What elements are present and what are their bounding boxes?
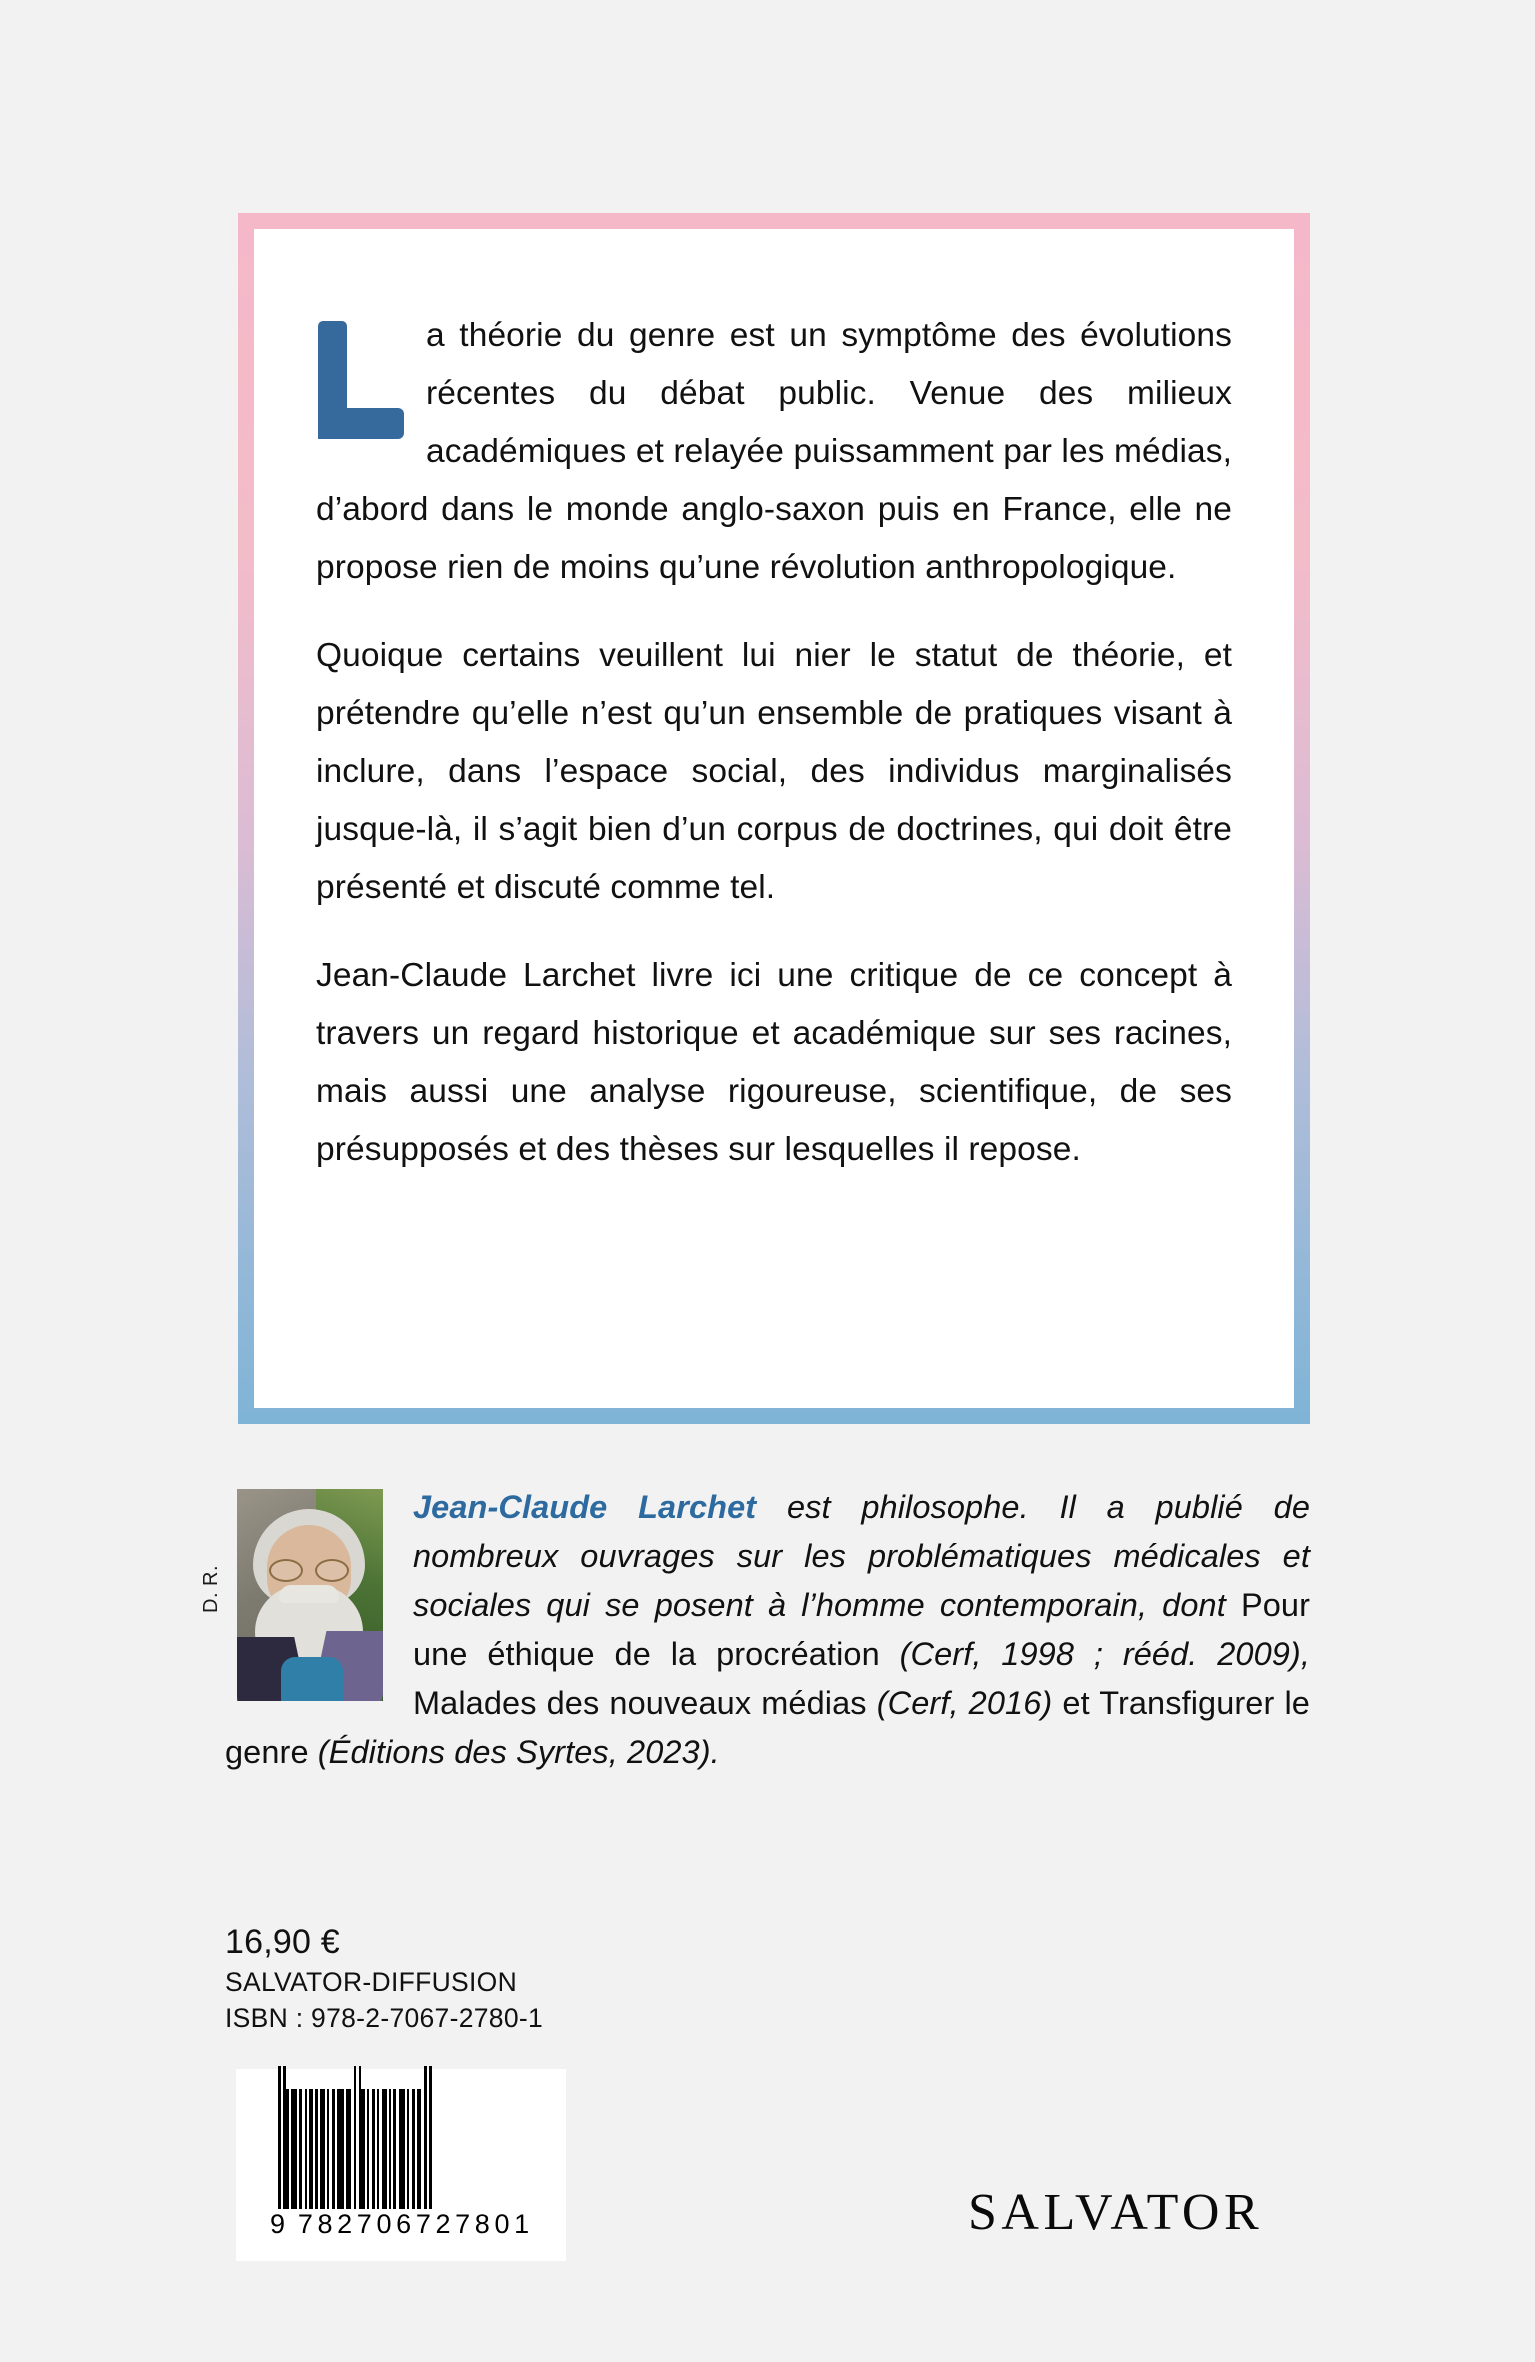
portrait-glasses xyxy=(267,1559,351,1579)
dropcap-foot xyxy=(318,408,404,439)
bio-intro-text: est philosophe. Il a publié de nombreux ouvrages sur les problématiques médicales et sociales qui se posent à l’homme contemporain, dont xyxy=(413,1489,1310,1623)
blurb-paragraph-1-text: a théorie du genre est un symptôme des évolutions récentes du débat public. Venue des milieux académiques et relayée puissamment par les médias, d’abord dans le monde anglo-saxon puis en France, elle ne propose rien de moins qu’une révolution anthropologique. xyxy=(316,317,1232,586)
publisher-logo: SALVATOR xyxy=(968,2184,1264,2241)
barcode-bars xyxy=(278,2089,432,2209)
author-bio-section xyxy=(200,1483,1310,1777)
author-portrait-photo xyxy=(237,1489,383,1701)
imprint-block xyxy=(225,1920,543,2036)
bio-work-title-3: Transfigurer le genre xyxy=(225,1685,1310,1770)
barcode-left-group: 7 8 2 7 0 6 xyxy=(297,2209,413,2239)
blurb-inner-panel xyxy=(254,229,1294,1408)
author-name: Jean-Claude Larchet xyxy=(413,1489,757,1525)
author-bio-text xyxy=(225,1483,1310,1777)
photo-credit-label: D. R. xyxy=(200,1564,222,1613)
portrait-shirt xyxy=(281,1657,343,1701)
bio-work-title-1: Pour une éthique de la procréation xyxy=(413,1587,1310,1672)
isbn-label: ISBN : 978-2-7067-2780-1 xyxy=(225,2003,544,2033)
dropcap-letter-l xyxy=(318,321,404,439)
barcode xyxy=(236,2069,566,2261)
blurb-box xyxy=(238,213,1310,1424)
blurb-paragraph-1 xyxy=(316,307,1232,597)
bio-connector: et xyxy=(1062,1685,1100,1721)
barcode-lead-digit: 9 xyxy=(270,2209,287,2239)
publisher-distributor-label: SALVATOR-DIFFUSION xyxy=(225,1967,518,1997)
barcode-digits xyxy=(270,2209,532,2240)
bio-work-ref-2: (Cerf, 2016) xyxy=(866,1685,1063,1721)
bio-work-ref-1: (Cerf, 1998 ; rééd. 2009), xyxy=(879,1636,1310,1672)
price-label: 16,90 € xyxy=(225,1923,340,1961)
blurb-paragraph-2: Quoique certains veuillent lui nier le statut de théorie, et prétendre qu’elle n’est qu’un ensemble de pratiques visant à inclure, dans l’espace social, des individus marginalisés jusque-là, il s’agit bien d’un corpus de doctrines, qui doit être présenté et discuté comme tel. xyxy=(316,637,1232,906)
bio-work-ref-3: (Éditions des Syrtes, 2023). xyxy=(308,1734,720,1770)
blurb-paragraph-3: Jean-Claude Larchet livre ici une critique de ce concept à travers un regard historique et académique sur ses racines, mais aussi une analyse rigoureuse, scientifique, de ses présupposés et des thèses sur lesquelles il repose. xyxy=(316,957,1232,1168)
bio-work-title-2: Malades des nouveaux médias xyxy=(413,1685,867,1721)
barcode-right-group: 7 2 7 8 0 1 xyxy=(415,2209,531,2239)
portrait-mustache xyxy=(279,1585,339,1603)
